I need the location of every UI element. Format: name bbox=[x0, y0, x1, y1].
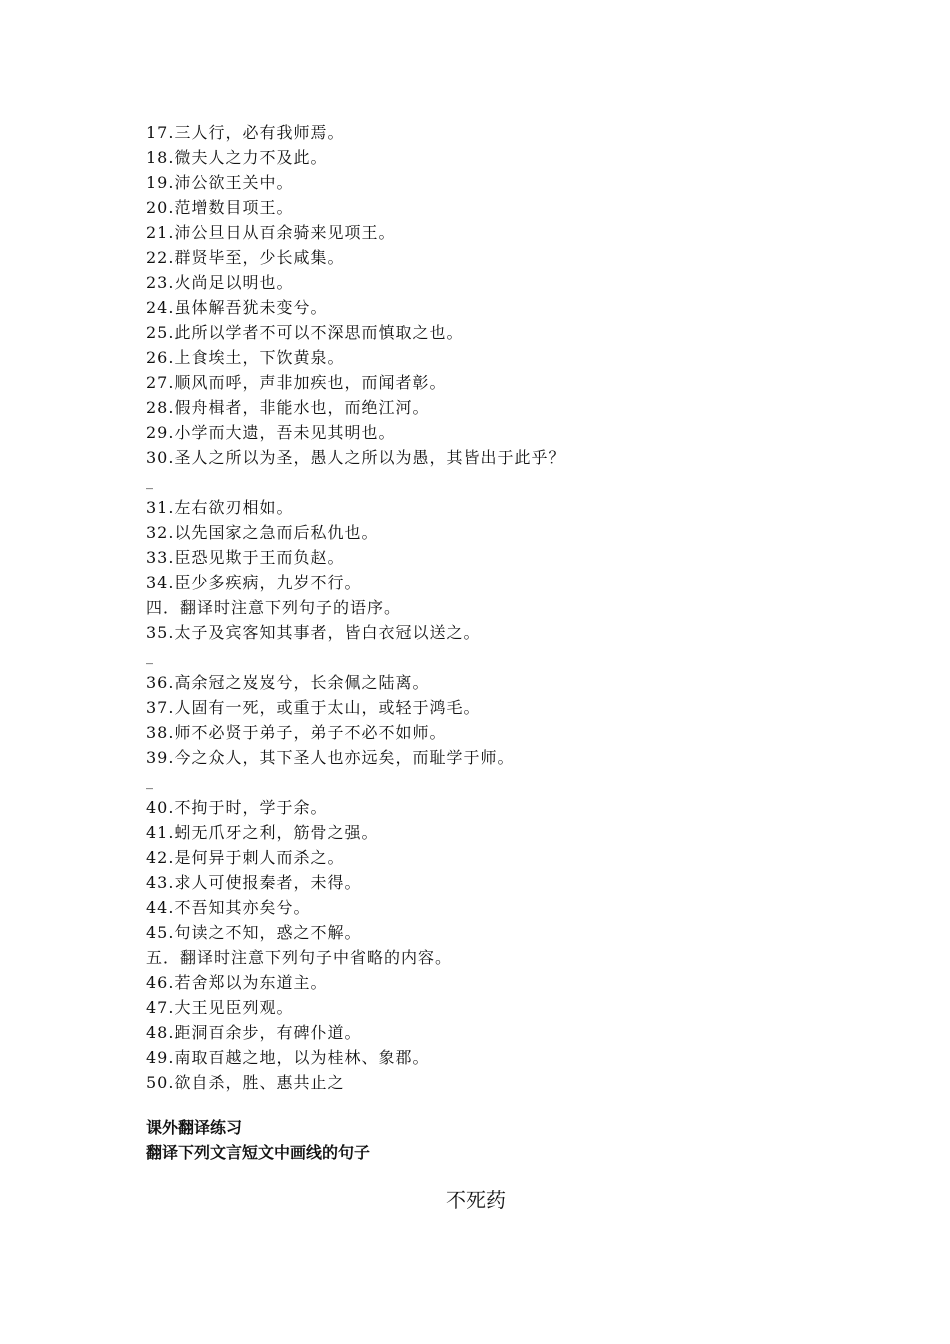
exercise-line: 40.不拘于时，学于余。 bbox=[146, 798, 328, 817]
exercise-line: 33.臣恐见欺于王而负赵。 bbox=[146, 548, 345, 567]
section-heading: 课外翻译练习 bbox=[146, 1118, 243, 1137]
exercise-line: 17.三人行，必有我师焉。 bbox=[146, 123, 345, 142]
exercise-line: 46.若舍郑以为东道主。 bbox=[146, 973, 328, 992]
exercise-line: 50.欲自杀，胜、惠共止之 bbox=[146, 1073, 345, 1092]
exercise-line: 31.左右欲刃相如。 bbox=[146, 498, 294, 517]
exercise-line: 32.以先国家之急而后私仇也。 bbox=[146, 523, 379, 542]
exercise-line: 19.沛公欲王关中。 bbox=[146, 173, 294, 192]
exercise-line: 38.师不必贤于弟子，弟子不必不如师。 bbox=[146, 723, 447, 742]
exercise-line: 26.上食埃土，下饮黄泉。 bbox=[146, 348, 345, 367]
exercise-line: 48.距洞百余步，有碑仆道。 bbox=[146, 1023, 362, 1042]
exercise-line: 五．翻译时注意下列句子中省略的内容。 bbox=[146, 948, 453, 967]
exercise-line: 20.范增数目项王。 bbox=[146, 198, 294, 217]
exercise-line: 43.求人可使报秦者，未得。 bbox=[146, 873, 362, 892]
exercise-line: 45.句读之不知，惑之不解。 bbox=[146, 923, 362, 942]
section-gap bbox=[146, 1095, 846, 1115]
exercise-line: 23.火尚足以明也。 bbox=[146, 273, 294, 292]
passage-title: 不死药 bbox=[446, 1188, 506, 1212]
exercise-line: 30.圣人之所以为圣，愚人之所以为愚，其皆出于此乎？ bbox=[146, 448, 566, 467]
line-wrap-marker: _ bbox=[146, 474, 153, 490]
exercise-line: 41.蚓无爪牙之利，筋骨之强。 bbox=[146, 823, 379, 842]
exercise-line: 28.假舟楫者，非能水也，而绝江河。 bbox=[146, 398, 430, 417]
line-wrap-marker: _ bbox=[146, 649, 153, 665]
exercise-line: 42.是何异于刺人而杀之。 bbox=[146, 848, 345, 867]
exercise-line: 22.群贤毕至，少长咸集。 bbox=[146, 248, 345, 267]
exercise-line: 37.人固有一死，或重于太山，或轻于鸿毛。 bbox=[146, 698, 481, 717]
document-body bbox=[146, 120, 846, 1215]
exercise-line: 44.不吾知其亦矣兮。 bbox=[146, 898, 311, 917]
exercise-list bbox=[146, 120, 846, 1095]
exercise-line: 36.高余冠之岌岌兮，长余佩之陆离。 bbox=[146, 673, 430, 692]
exercise-line: 四．翻译时注意下列句子的语序。 bbox=[146, 598, 402, 617]
exercise-line: 29.小学而大遗，吾未见其明也。 bbox=[146, 423, 396, 442]
exercise-line: 34.臣少多疾病，九岁不行。 bbox=[146, 573, 362, 592]
section-subheading: 翻译下列文言短文中画线的句子 bbox=[146, 1143, 371, 1162]
exercise-line: 35.太子及宾客知其事者，皆白衣冠以送之。 bbox=[146, 623, 481, 642]
exercise-line: 39.今之众人，其下圣人也亦远矣，而耻学于师。 bbox=[146, 748, 515, 767]
exercise-line: 21.沛公旦日从百余骑来见项王。 bbox=[146, 223, 396, 242]
exercise-line: 25.此所以学者不可以不深思而慎取之也。 bbox=[146, 323, 464, 342]
exercise-line: 49.南取百越之地，以为桂林、象郡。 bbox=[146, 1048, 430, 1067]
exercise-line: 27.顺风而呼，声非加疾也，而闻者彰。 bbox=[146, 373, 447, 392]
exercise-line: 24.虽体解吾犹未变兮。 bbox=[146, 298, 328, 317]
exercise-line: 18.微夫人之力不及此。 bbox=[146, 148, 328, 167]
line-wrap-marker: _ bbox=[146, 774, 153, 790]
exercise-line: 47.大王见臣列观。 bbox=[146, 998, 294, 1017]
